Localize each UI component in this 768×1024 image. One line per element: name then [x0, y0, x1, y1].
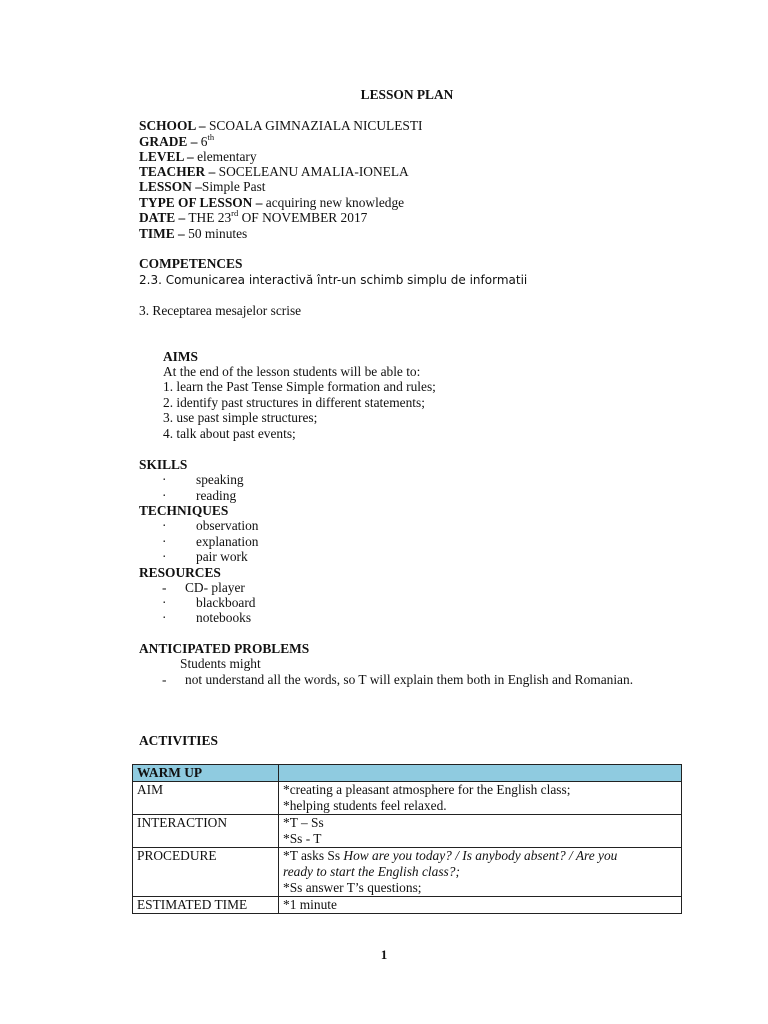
table-row — [133, 897, 682, 914]
school-line — [139, 118, 422, 134]
aim-value-cell — [279, 782, 682, 815]
school-value: SCOALA GIMNAZIALA NICULESTI — [208, 118, 423, 133]
aims-intro: At the end of the lesson students will be able to: — [163, 364, 421, 379]
type-line — [139, 195, 404, 211]
level-label: LEVEL – — [139, 149, 194, 164]
warm-up-table — [132, 764, 682, 914]
aim-value-1: *creating a pleasant atmosphere for the English class; — [283, 782, 571, 797]
date-sup: rd — [231, 208, 239, 218]
interaction-value-cell — [279, 815, 682, 848]
lesson-label: LESSON – — [139, 179, 202, 194]
time-label: TIME – — [139, 226, 185, 241]
competence-item-1: 2.3. Comunicarea interactivă într-un schimb simplu de informatii — [139, 273, 528, 287]
level-line — [139, 149, 257, 165]
resources-item-2: blackboard — [196, 595, 256, 610]
interaction-value-1: *T – Ss — [283, 815, 324, 830]
date-value-b: OF NOVEMBER 2017 — [241, 210, 368, 225]
date-label: DATE – — [139, 210, 186, 225]
procedure-value-cell — [279, 848, 682, 897]
skills-bullet-1: · — [162, 472, 167, 487]
techniques-bullet-2: · — [162, 534, 167, 549]
warm-up-header-empty — [279, 765, 682, 782]
problems-dash: - — [162, 672, 167, 687]
techniques-item-1: observation — [196, 518, 259, 533]
time-value-cell: *1 minute — [279, 897, 682, 914]
aim-item-2: 2. identify past structures in different statements; — [163, 395, 425, 410]
teacher-label: TEACHER – — [139, 164, 216, 179]
skills-heading: SKILLS — [139, 457, 188, 472]
procedure-line-1 — [283, 848, 677, 864]
interaction-label-cell: INTERACTION — [133, 815, 279, 848]
competence-item-2: 3. Receptarea mesajelor scrise — [139, 303, 302, 318]
grade-label: GRADE – — [139, 134, 198, 149]
resources-item-3: notebooks — [196, 610, 252, 625]
resources-heading: RESOURCES — [139, 565, 221, 580]
aim-item-1: 1. learn the Past Tense Simple formation and rules; — [163, 379, 436, 394]
procedure-italic-2: ready to start the English class?; — [283, 864, 460, 879]
skills-bullet-2: · — [162, 488, 167, 503]
skills-item-2: reading — [196, 488, 237, 503]
techniques-item-3: pair work — [196, 549, 248, 564]
problems-item: not understand all the words, so T will explain them both in English and Romanian. — [185, 672, 634, 687]
grade-value: 6 — [200, 134, 208, 149]
type-label: TYPE OF LESSON – — [139, 195, 263, 210]
aims-heading: AIMS — [163, 349, 198, 364]
page-number: 1 — [380, 947, 388, 962]
interaction-value-2: *Ss - T — [283, 831, 322, 846]
problems-heading: ANTICIPATED PROBLEMS — [139, 641, 310, 656]
techniques-bullet-1: · — [162, 518, 167, 533]
resources-item-1: CD- player — [185, 580, 245, 595]
date-value-a: THE 23 — [188, 210, 232, 225]
type-value: acquiring new knowledge — [265, 195, 405, 210]
document-title: LESSON PLAN — [360, 87, 454, 102]
competences-heading: COMPETENCES — [139, 256, 243, 271]
table-header-row — [133, 765, 682, 782]
level-value: elementary — [197, 149, 257, 164]
activities-heading: ACTIVITIES — [139, 733, 218, 748]
time-line — [139, 226, 247, 242]
procedure-prefix: *T asks Ss — [283, 848, 344, 863]
procedure-label-cell: PROCEDURE — [133, 848, 279, 897]
aim-item-3: 3. use past simple structures; — [163, 410, 318, 425]
aim-item-4: 4. talk about past events; — [163, 426, 296, 441]
techniques-item-2: explanation — [196, 534, 259, 549]
time-label-cell: ESTIMATED TIME — [133, 897, 279, 914]
school-label: SCHOOL – — [139, 118, 206, 133]
time-value: 50 minutes — [188, 226, 248, 241]
resources-dash-1: - — [162, 580, 167, 595]
date-line — [139, 210, 367, 226]
problems-intro: Students might — [180, 656, 261, 671]
teacher-value: SOCELEANU AMALIA-IONELA — [218, 164, 409, 179]
lesson-line — [139, 179, 266, 195]
resources-bullet-3: · — [162, 610, 167, 625]
grade-sup: th — [207, 132, 215, 142]
procedure-line-3: *Ss answer T’s questions; — [283, 880, 422, 895]
lesson-value: Simple Past — [201, 179, 266, 194]
teacher-line — [139, 164, 409, 180]
techniques-bullet-3: · — [162, 549, 167, 564]
aim-value-2: *helping students feel relaxed. — [283, 798, 447, 813]
table-row — [133, 848, 682, 897]
table-row — [133, 815, 682, 848]
aim-label-cell: AIM — [133, 782, 279, 815]
skills-item-1: speaking — [196, 472, 244, 487]
warm-up-header: WARM UP — [133, 765, 279, 782]
resources-bullet-2: · — [162, 595, 167, 610]
table-row — [133, 782, 682, 815]
techniques-heading: TECHNIQUES — [139, 503, 229, 518]
procedure-italic-1: How are you today? / Is anybody absent? / Are you — [343, 848, 618, 863]
grade-line — [139, 134, 214, 150]
